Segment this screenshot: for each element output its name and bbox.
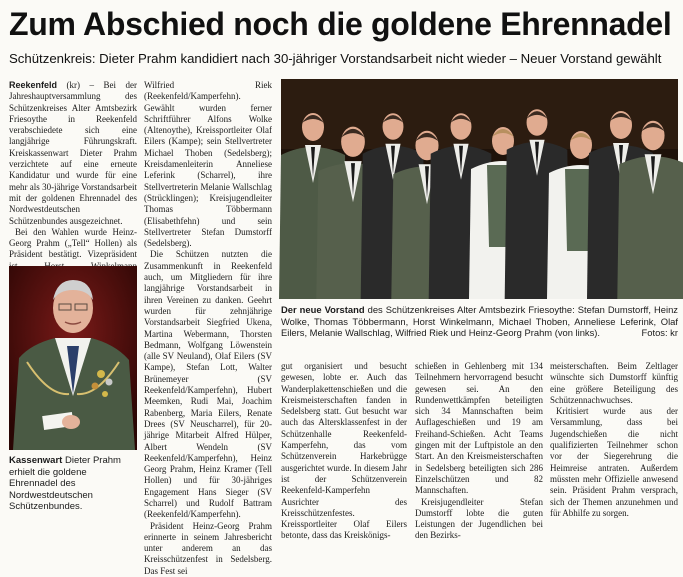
paragraph: gut organisiert und besucht gewesen, lobte er. Auch das Wanderplakettenschießen und die Kreismeisterschaften fanden in Sedelsberg statt. Gut besucht war auch das Altersklassenfest in der Schützenhalle Reekenfeld-Kamperfehn, das vom Schützenverein Harkebrügge ausgerichtet wurde. In diesem Jahr ist der Schützenverein Reekenfeld-Kamperfehn Ausrichter des Kreisschützenfestes. Kreissportleiter Olaf Eilers betonte, dass das Kreiskönigs- <box>281 361 407 541</box>
caption-lead: Der neue Vorstand <box>281 304 365 315</box>
paragraph: Kritisiert wurde aus der Versammlung, dass bei Jugendschießen die nicht qualifizierten Teilnehmer schon vor der Siegerehrung die Heimreise antraten. Außerdem müssten mehr Offizielle anwesend sein. Präsident Prahm versprach, sich der Themen anzunehmen und für Abhilfe zu sorgen. <box>550 406 678 518</box>
paragraph: schießen in Gehlenberg mit 134 Teilnehmern hervorragend besucht gewesen sei. An den Rundenwettkämpfen beteiligten sich 34 Mannschaften beim Auflageschießen und 19 am Freihand-Schießen. Acht Teams gingen mit der Luftpistole an den Start. An den Kreismeisterschaften in Sedelsberg beteiligten sich 286 Einzelschützen und 82 Mannschaften. <box>415 361 543 496</box>
article-column-3 <box>281 361 407 541</box>
headline: Zum Abschied noch die goldene Ehrennadel <box>9 6 672 42</box>
article-column-2 <box>144 80 272 576</box>
group-photo <box>281 79 678 299</box>
subheadline: Schützenkreis: Dieter Prahm kandidiert nach 30-jähriger Vorstandsarbeit nicht wieder – Neuer Vorstand gewählt <box>9 51 662 66</box>
article-column-5 <box>550 361 678 518</box>
group-illustration <box>281 79 678 299</box>
paragraph: Reekenfeld (kr) – Bei der Jahreshauptversammlung des Schützenkreises Alter Amtsbezirk Friesoythe in Reekenfeld verabschiedete sich eine langjährige Führungskraft. Kreiskassenwart Dieter Prahm verzichtete auf eine erneute Kandidatur und wurde für eine mehr als 30-jährige Vorstandsarbeit mit der goldenen Ehrennadel des Nordwestdeutschen Schützenbundes ausgezeichnet. <box>9 80 138 226</box>
paragraph: meisterschaften. Beim Zeltlager wünschte sich Dumstorff künftig eine größere Beteiligung des Schützennachwuchses. <box>550 361 678 405</box>
dateline: Reekenfeld <box>9 80 58 90</box>
paragraph: Präsident Heinz-Georg Prahm erinnerte in seinem Jahresbericht unter anderem an das Kreisschützenfest in Sedelsberg. Das Fest sei <box>144 520 272 576</box>
group-caption <box>281 304 678 356</box>
paragraph: Die Schützen nutzten die Zusammenkunft in Reekenfeld auch, um Mitgliedern für ihre langjährige Vorstandsarbeit in ihren Vereinen zu danken. Geehrt wurden für zehnjährige Vorstandsarbeit Siegfried Ukena, Martina Webermann, Thorsten Bedmann, Wolfgang Löwenstein (alle SV Neuland), Olaf Eilers (SV Kampe), Stefan Lott, Walter Brünemeyer (SV Reekenfeld/Kamperfehn), Hubert Meemken, Rudi Mai, Joachim Rabenberg, Maria Eilers, Renate Drees (SV Neuscharrel), für 20-jährige Mitarbeit Alfred Hülper, Albert Wendeln (SV Reekenfeld/Kamperfehn), Heinz Georg Prahm, Heinz Kramer (Tell Hollen) und für 30-jähriges Engagement Hans Sieger (SV Scharrel) und Rudolf Battram (Reekenfeld/Kamperfehn). <box>144 249 272 520</box>
caption-text: Dieter Prahm erhielt die goldene Ehrennadel des Nordwestdeutschen Schützenbundes. <box>9 455 121 512</box>
kassenwart-photo <box>9 266 137 450</box>
caption-text: des Schützenkreises Alter Amtsbezirk Friesoythe: Stefan Dumstorff, Heinz Wolke, Thomas Többermann, Horst Winkelmann, Michael Thoben, Anneliese Leferink, Olaf Eilers, Melanie Wallschlag, Wilfried Riek und Heinz-Georg Prahm (von links). <box>281 304 678 339</box>
paragraph: Bei den Wahlen wurde Heinz-Georg Prahm („Tell“ Hollen) als Präsident bestätigt. Vizepräsident <box>9 226 137 260</box>
caption-lead: Kassenwart <box>9 455 63 466</box>
paragraph: Wilfried Riek (Reekenfeld/Kamperfehn). Gewählt wurden ferner Schriftführer Alfons Wolke (Altenoythe), Kreissportleiter Olaf Eilers (Kampe); sein Stellvertreter Michael Thoben (Sedelsberg); Kreisdamenleiterin Anneliese Leferink (Scharrel), ihre Stellvertreterin Melanie Wallschlag (Strücklingen); Kreisjugendleiter Thomas Többermann (Elisabethfehn) und sein Stellvertreter Stefan Dumstorff (Sedelsberg). <box>144 80 272 249</box>
photo-credit: Fotos: kr <box>641 327 678 339</box>
kassenwart-caption <box>9 455 137 511</box>
paragraph: Kreisjugendleiter Stefan Dumstorff lobte die guten Leistungen der Jugendlichen bei den Bezirks- <box>415 496 543 541</box>
article-column-1 <box>9 80 137 260</box>
article-column-4 <box>415 361 543 541</box>
portrait-illustration <box>9 266 137 450</box>
